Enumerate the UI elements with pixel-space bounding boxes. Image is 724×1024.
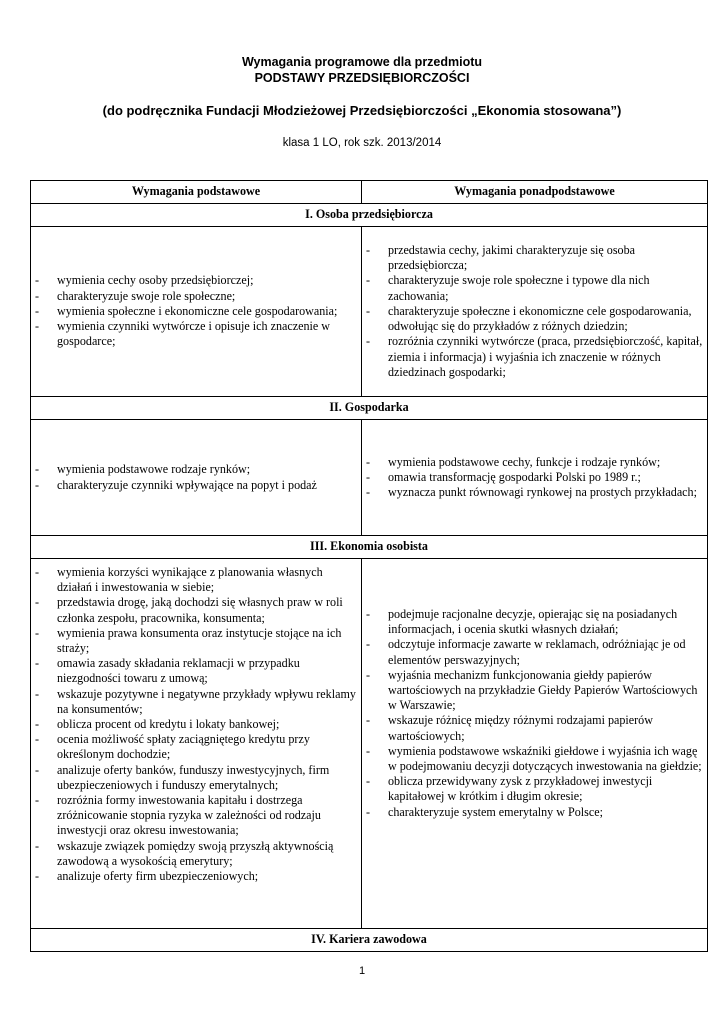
column-header-basic: Wymagania podstawowe [31,181,362,204]
doc-title-subject: PODSTAWY PRZEDSIĘBIORCZOŚCI [254,71,470,85]
section-row [31,397,708,420]
list-item: - wskazuje pozytywne i negatywne przykłady wpływu reklamy na konsumentów; [35,687,357,717]
list-item: - odczytuje informacje zawarte w reklamach, odróżniając je od elementów perswazyjnych; [366,637,703,667]
list-item: - wskazuje różnicę między różnymi rodzajami papierów wartościowych; [366,713,703,743]
doc-title-line1: Wymagania programowe dla przedmiotu [241,55,483,69]
content-row [31,559,708,929]
section-title: I. Osoba przedsiębiorcza [31,204,708,227]
list-item: - przedstawia drogę, jaką dochodzi się własnych praw w roli członka zespołu, pracownika, konsumenta; [35,595,357,625]
advanced-cell [362,227,708,397]
list-item: - charakteryzuje społeczne i ekonomiczne cele gospodarowania, odwołując się do przykładów z różnych dziedzin; [366,304,703,334]
doc-subtitle: (do podręcznika Fundacji Młodzieżowej Przedsiębiorczości „Ekonomia stosowana”) [102,103,622,118]
content-row [31,227,708,397]
list-item: - analizuje oferty banków, funduszy inwestycyjnych, firm ubezpieczeniowych i funduszy emerytalnych; [35,763,357,793]
list-item: - ocenia możliwość spłaty zaciągniętego kredytu przy określonym dochodzie; [35,732,357,762]
requirements-list [35,565,357,884]
list-item: - wymienia prawa konsumenta oraz instytucje stojące na ich straży; [35,626,357,656]
list-item: - wymienia czynniki wytwórcze i opisuje ich znaczenie w gospodarce; [35,319,357,349]
requirements-list [366,243,703,380]
list-item: - przedstawia cechy, jakimi charakteryzuje się osoba przedsiębiorcza; [366,243,703,273]
basic-cell [31,559,362,929]
requirements-list [35,273,357,349]
list-item: - podejmuje racjonalne decyzje, opierając się na posiadanych informacjach, i ocenia skutki własnych działań; [366,607,703,637]
basic-cell [31,420,362,536]
page-number: 1 [358,965,366,977]
basic-cell [31,227,362,397]
advanced-cell [362,420,708,536]
section-title: II. Gospodarka [31,397,708,420]
section-title: III. Ekonomia osobista [31,536,708,559]
list-item: - analizuje oferty firm ubezpieczeniowych; [35,869,357,884]
list-item: - wymienia podstawowe wskaźniki giełdowe i wyjaśnia ich wagę w podejmowaniu decyzji dotyczących inwestowania na giełdzie; [366,744,703,774]
list-item: - charakteryzuje swoje role społeczne; [35,289,357,304]
requirements-table [30,180,708,952]
list-item: - oblicza przewidywany zysk z przykładowej inwestycji kapitałowej w krótkim i długim okresie; [366,774,703,804]
section-row [31,204,708,227]
requirements-list [35,462,357,492]
list-item: - omawia zasady składania reklamacji w przypadku niezgodności towaru z umową; [35,656,357,686]
requirements-list [366,607,703,820]
list-item: - wymienia społeczne i ekonomiczne cele gospodarowania; [35,304,357,319]
list-item: - charakteryzuje system emerytalny w Polsce; [366,805,703,820]
list-item: - wymienia cechy osoby przedsiębiorczej; [35,273,357,288]
content-row [31,420,708,536]
list-item: - wskazuje związek pomiędzy swoją przyszłą aktywnością zawodową a wysokością emerytury; [35,839,357,869]
list-item: - charakteryzuje swoje role społeczne i typowe dla nich zachowania; [366,273,703,303]
advanced-cell [362,559,708,929]
list-item: - wyjaśnia mechanizm funkcjonowania giełdy papierów wartościowych na przykładzie Giełdy Papierów Wartościowych w Warszawie; [366,668,703,714]
section-row [31,929,708,952]
list-item: - omawia transformację gospodarki Polski po 1989 r.; [366,470,703,485]
column-header-advanced: Wymagania ponadpodstawowe [362,181,708,204]
list-item: - wyznacza punkt równowagi rynkowej na prostych przykładach; [366,485,703,500]
list-item: - wymienia korzyści wynikające z planowania własnych działań i inwestowania w siebie; [35,565,357,595]
list-item: - charakteryzuje czynniki wpływające na popyt i podaż [35,478,357,493]
doc-class-year: klasa 1 LO, rok szk. 2013/2014 [282,137,442,149]
list-item: - wymienia podstawowe cechy, funkcje i rodzaje rynków; [366,455,703,470]
list-item: - rozróżnia czynniki wytwórcze (praca, przedsiębiorczość, kapitał, ziemia i informacja) i wyjaśnia ich znaczenie w różnych dziedzinach gospodarki; [366,334,703,380]
list-item: - oblicza procent od kredytu i lokaty bankowej; [35,717,357,732]
section-row [31,536,708,559]
requirements-list [366,455,703,501]
list-item: - wymienia podstawowe rodzaje rynków; [35,462,357,477]
list-item: - rozróżnia formy inwestowania kapitału i dostrzega zróżnicowanie stopnia ryzyka w zależności od rodzaju inwestycji oraz okresu inwestowania; [35,793,357,839]
section-title: IV. Kariera zawodowa [31,929,708,952]
table-header-row [31,181,708,204]
